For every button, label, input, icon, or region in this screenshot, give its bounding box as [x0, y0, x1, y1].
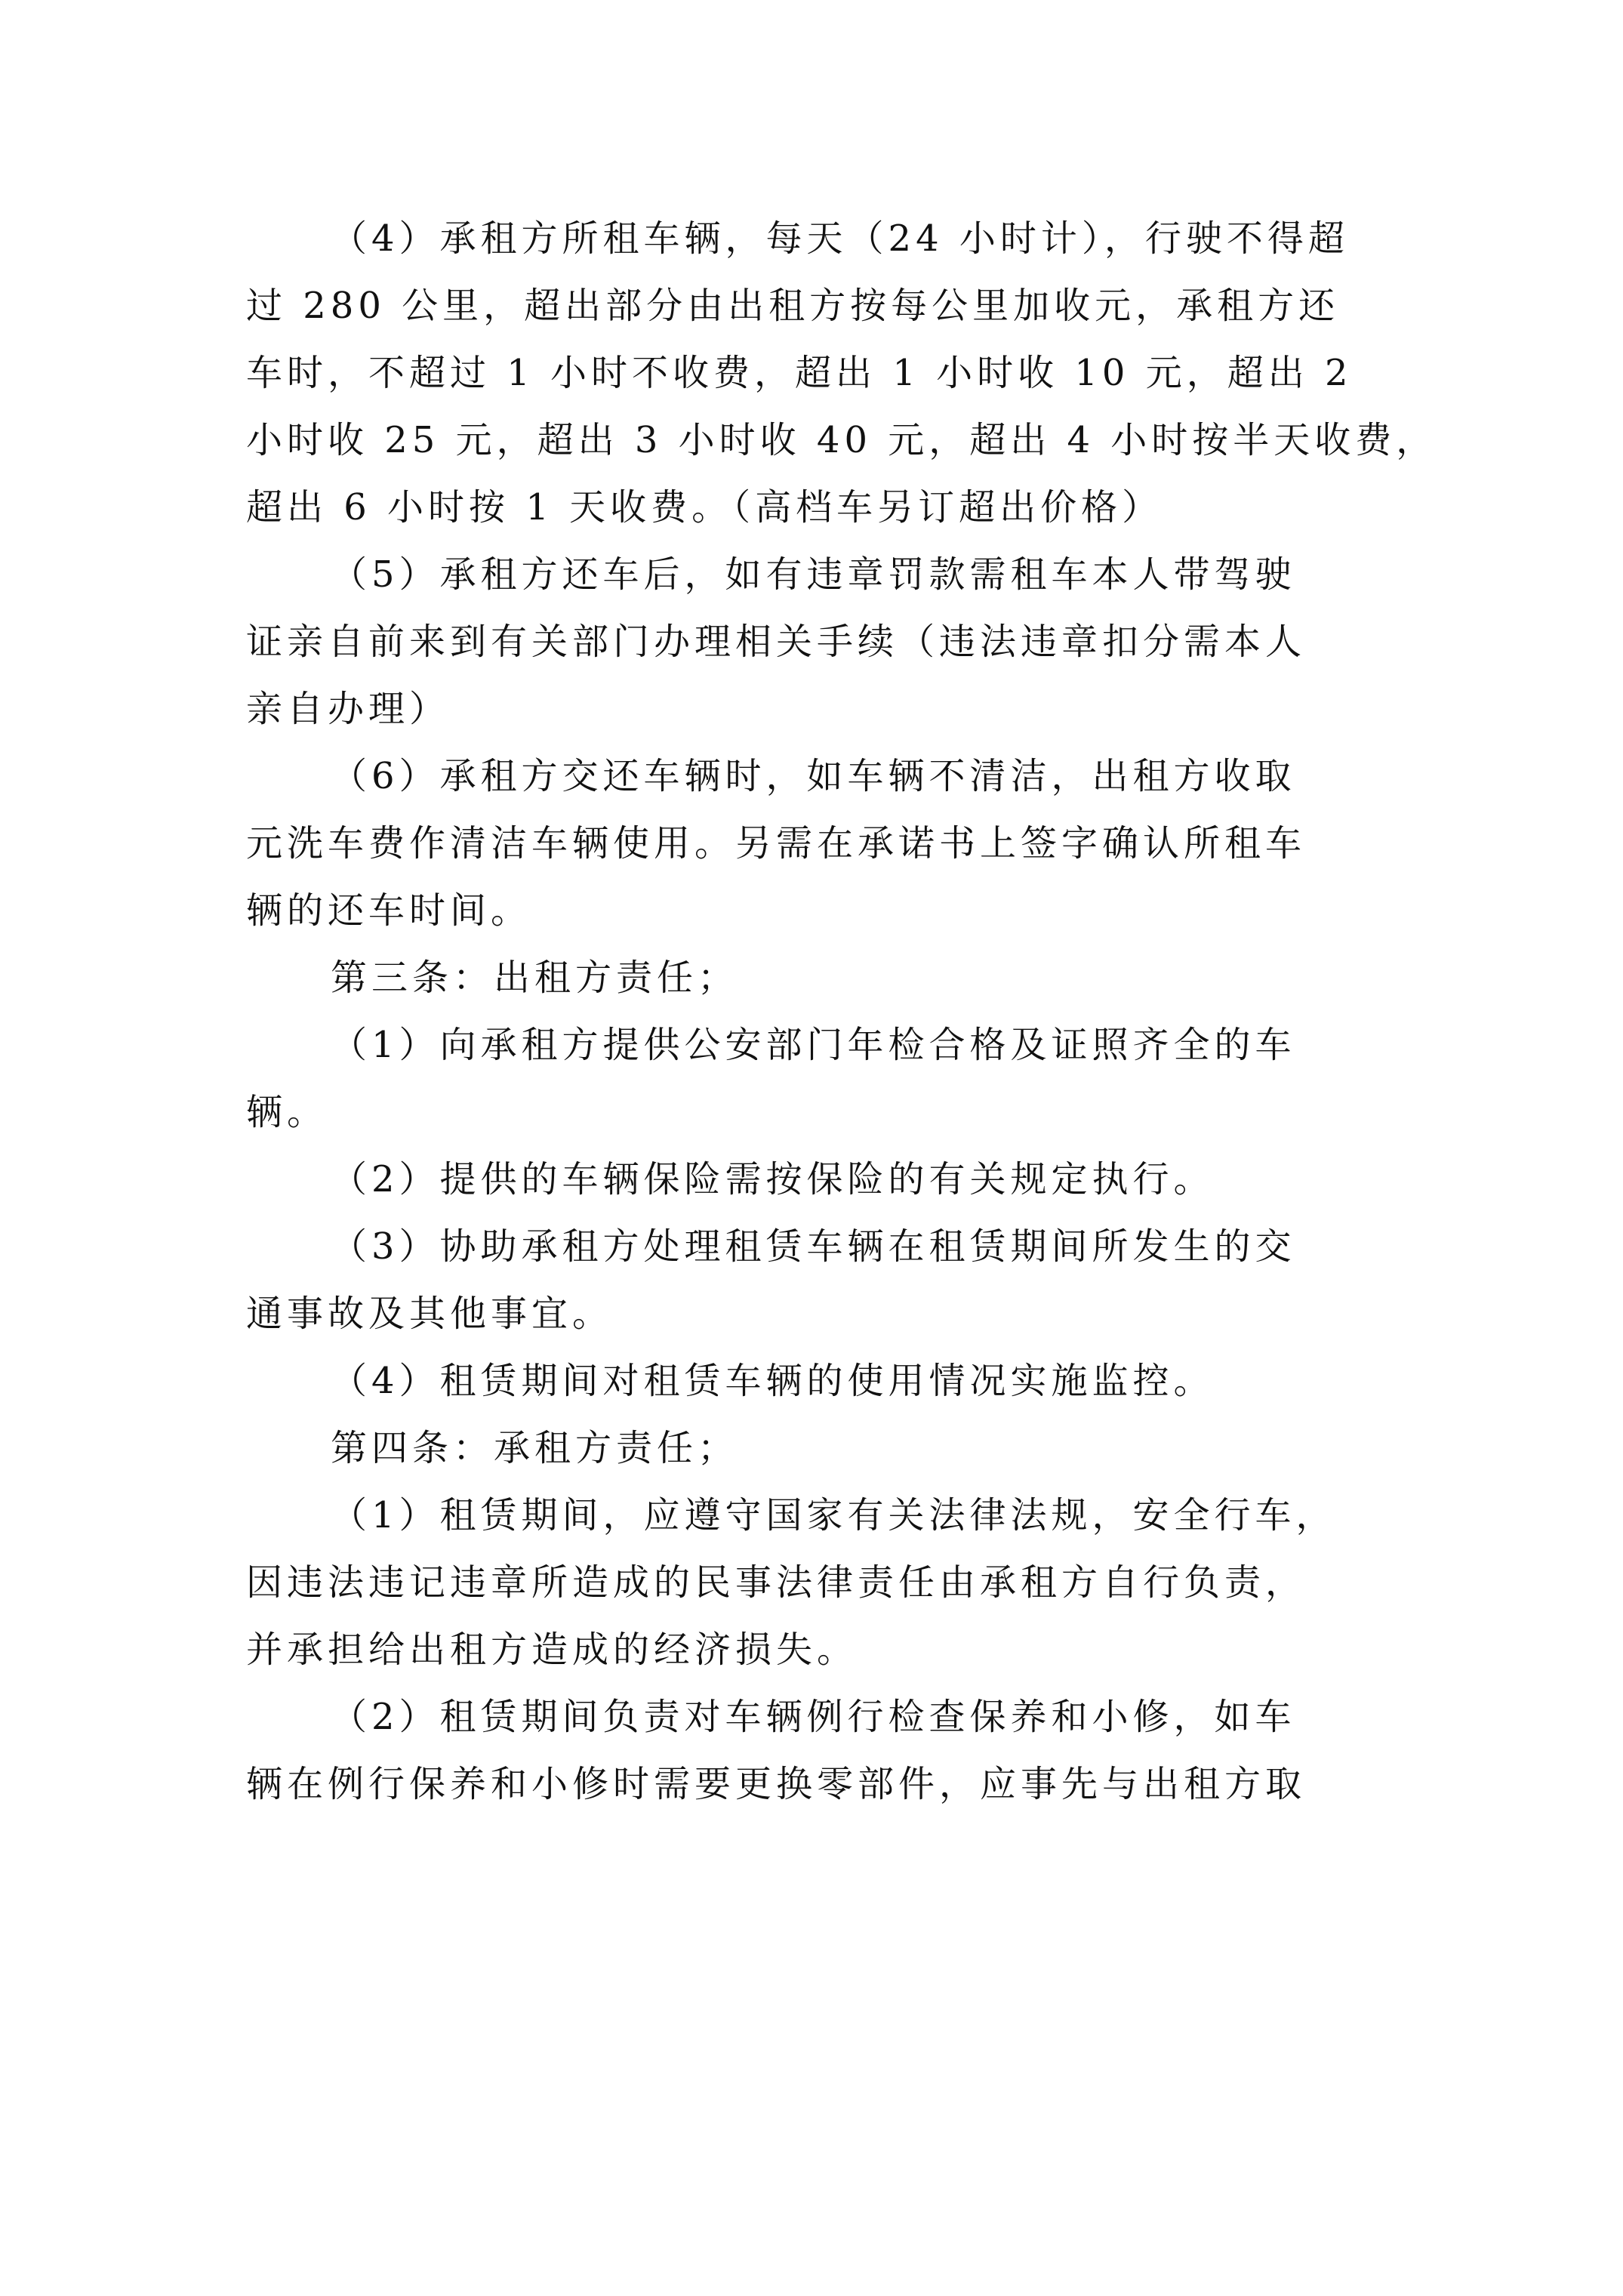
text-line: 元洗车费作清洁车辆使用。另需在承诺书上签字确认所租车: [246, 822, 1307, 864]
text-line: 过 280 公里，超出部分由出租方按每公里加收元，承租方还: [246, 285, 1340, 327]
text-line: （2）租赁期间负责对车辆例行检查保养和小修，如车: [331, 1696, 1296, 1738]
text-line: （2）提供的车辆保险需按保险的有关规定执行。: [331, 1158, 1215, 1200]
text-line: 通事故及其他事宜。: [246, 1293, 614, 1335]
text-line: 亲自办理）: [246, 688, 451, 730]
text-line: 并承担给出租方造成的经济损失。: [246, 1629, 858, 1671]
text-line: 证亲自前来到有关部门办理相关手续（违法违章扣分需本人: [246, 621, 1307, 663]
text-line: （4）租赁期间对租赁车辆的使用情况实施监控。: [331, 1360, 1215, 1402]
text-line: （6）承租方交还车辆时，如车辆不清洁，出租方收取: [331, 755, 1296, 797]
text-line: （5）承租方还车后，如有违章罚款需租车本人带驾驶: [331, 553, 1296, 596]
text-line: （1）租赁期间，应遵守国家有关法律法规，安全行车，: [331, 1494, 1337, 1536]
text-line: 因违法违记违章所造成的民事法律责任由承租方自行负责，: [246, 1561, 1307, 1604]
text-line: 小时收 25 元，超出 3 小时收 40 元，超出 4 小时按半天收费，: [246, 419, 1437, 461]
text-line: 辆的还车时间。: [246, 889, 532, 932]
text-line: （4）承租方所租车辆，每天（24 小时计），行驶不得超: [331, 217, 1349, 260]
text-line: 车时，不超过 1 小时不收费，超出 1 小时收 10 元，超出 2: [246, 352, 1353, 394]
text-line: （3）协助承租方处理租赁车辆在租赁期间所发生的交: [331, 1225, 1296, 1268]
text-line: 超出 6 小时按 1 天收费。（高档车另订超出价格）: [246, 486, 1163, 529]
text-line: （1）向承租方提供公安部门年检合格及证照齐全的车: [331, 1024, 1296, 1066]
section-heading: 第三条：出租方责任；: [331, 957, 739, 999]
document-body: [246, 205, 1437, 1818]
section-heading: 第四条：承租方责任；: [331, 1427, 739, 1469]
text-line: 辆。: [246, 1091, 328, 1133]
text-line: 辆在例行保养和小修时需要更换零部件，应事先与出租方取: [246, 1763, 1307, 1805]
